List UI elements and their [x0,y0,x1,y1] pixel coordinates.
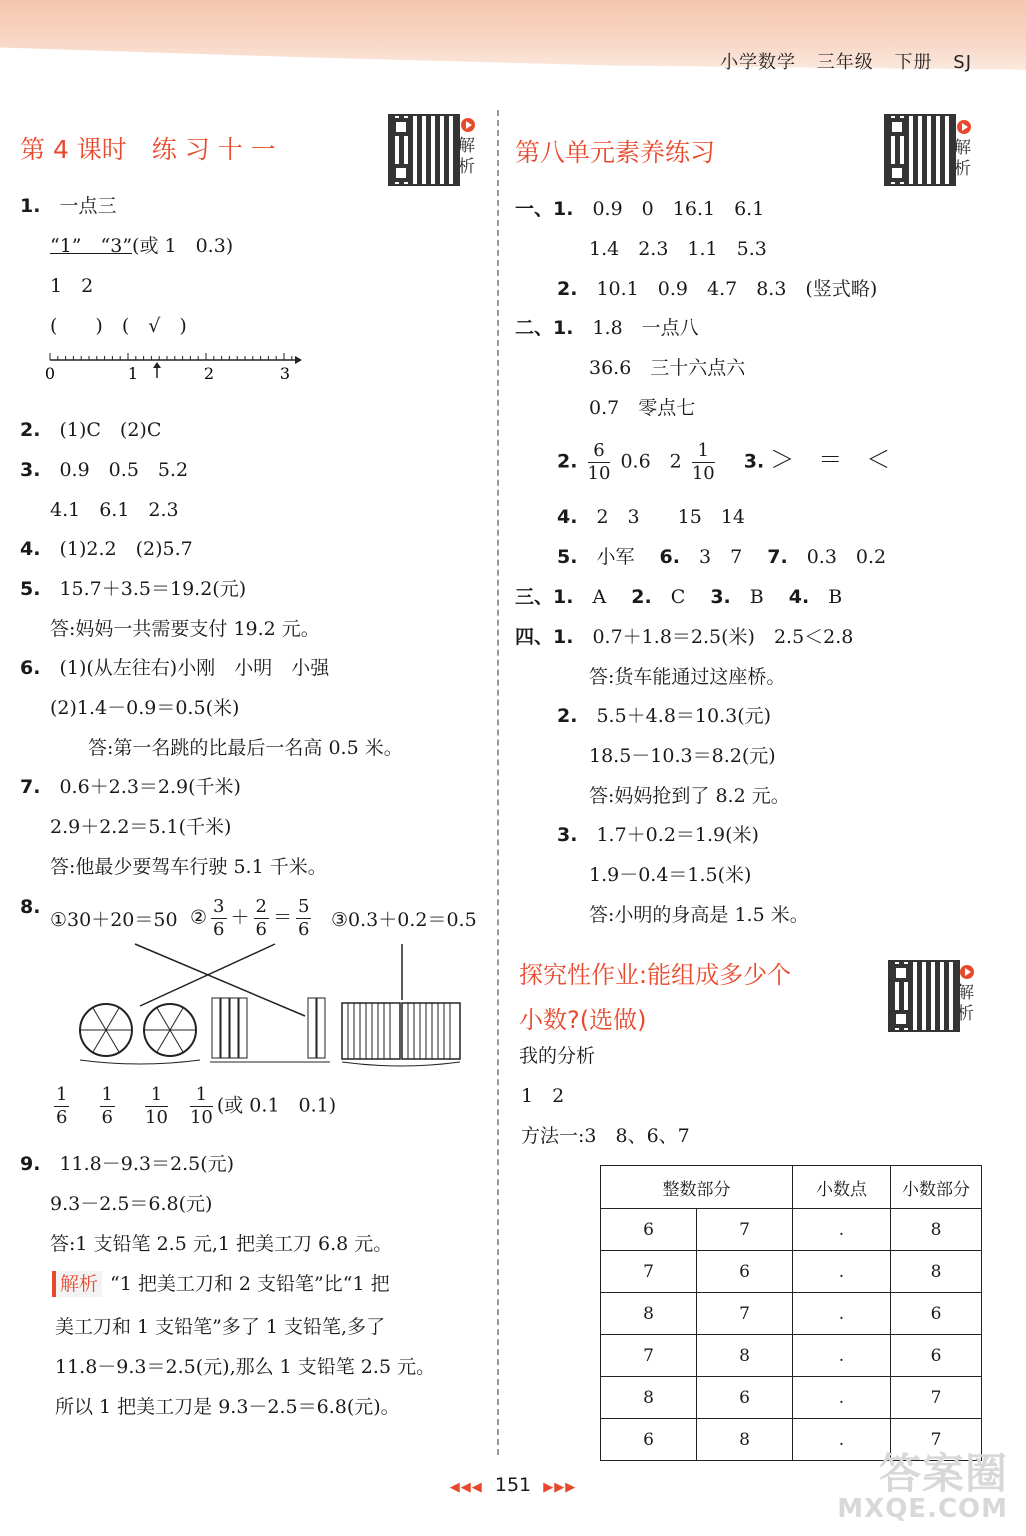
explore-line2: 方法一:3 8、6、7 [521,1125,690,1147]
table-row: 7 6 . 8 [601,1251,982,1293]
qr-label-3: 解析 [957,983,974,1024]
q1-line3: 1 2 [50,275,94,297]
q2-number: 2. [20,419,41,441]
table-row: 8 6 . 7 [601,1377,982,1419]
q1-line2a: “1” “3” [50,235,133,257]
qr-code-icon-3[interactable] [888,960,960,1032]
q4-number: 4. [20,538,41,560]
q8-frac-a: $\frac{3}{6}$ [213,896,225,940]
s3-number4: 4. [788,586,810,608]
s2-mid: 0.6 2 [620,450,682,473]
q6-line1: (1)(从左往右)小刚 小明 小强 [59,657,330,679]
watermark-url: MXQE.COM [837,1494,1008,1524]
s4-line6: 1.7＋0.2＝1.9(米) [596,824,759,846]
q7-line2: 2.9＋2.2＝5.1(千米) [50,816,232,838]
watermark-logo: 答案圈 [878,1449,1008,1498]
s2-line3: 0.7 零点七 [589,397,696,419]
header-volume: 下册 [894,52,933,73]
explore-line1: 1 2 [521,1085,565,1107]
watermark [837,1449,1008,1524]
stick-bundle-b [402,1003,460,1059]
table-header-row [601,1166,982,1209]
q9-line3: 答:1 支铅笔 2.5 元,1 把美工刀 6.8 元。 [50,1233,393,1255]
q3-line2: 4.1 6.1 2.3 [50,499,179,521]
q8-expr3: ③0.3＋0.2＝0.5 [331,909,477,931]
decimal-table [600,1165,982,1461]
qr-label: 解析 [458,136,475,177]
s4-line3: 5.5＋4.8＝10.3(元) [596,705,772,727]
s3-a3: B [749,586,764,608]
my-analysis-label: 我的分析 [519,1045,596,1067]
ans-frac-1: $\frac{1}{6}$ [56,1084,68,1128]
ans-frac-3: $\frac{1}{10}$ [145,1084,168,1128]
s1-line3: 10.1 0.9 4.7 8.3 (竖式略) [596,278,878,300]
stick-bundle-a [342,1003,400,1059]
s4-line1: 0.7＋1.8＝2.5(米) 2.5＜2.8 [592,626,854,648]
qr-label-2: 解析 [954,138,971,179]
q6-number: 6. [20,657,41,679]
s3-number: 三、1. [515,586,574,608]
q2-text: (1)C (2)C [59,419,162,441]
q7-number: 7. [20,776,41,798]
s2-number: 二、1. [515,317,574,339]
q9-line2: 9.3－2.5＝6.8(元) [50,1193,213,1215]
q6-line2: (2)1.4－0.9＝0.5(米) [50,697,240,719]
q8-expr1: ①30＋20＝50 [50,909,178,931]
q8-answers [50,1084,336,1129]
s4-number: 四、1. [515,626,574,648]
header-grade: 三年级 [816,52,874,73]
lesson-title: 第 4 课时 练 习 十 一 [20,135,276,164]
q1-line1: 一点三 [59,195,117,217]
s2-number6: 6. [659,546,680,568]
s4-number2: 2. [557,705,578,727]
q1-number: 1. [20,195,41,217]
header-point: 小数点 [793,1166,891,1209]
table-row: 8 7 . 6 [601,1293,982,1335]
tick-label-0: 0 [44,364,56,383]
s2-number3: 3. [743,450,765,473]
q3-line1: 0.9 0.5 5.2 [59,459,189,481]
play-icon-3 [960,965,974,979]
s3-a2: C [670,586,686,608]
qr-code-icon[interactable] [388,114,460,186]
s2-number5: 5. [557,546,578,568]
q8-frac-c: $\frac{5}{6}$ [297,896,310,940]
next-arrows-icon: ▶▶▶ [543,1480,577,1495]
q3-number: 3. [20,459,41,481]
q9-number: 9. [20,1153,41,1175]
s2-number2: 2. [557,450,578,473]
q8-frac-b: $\frac{2}{6}$ [255,896,267,940]
ans-frac-4: $\frac{1}{10}$ [189,1084,213,1128]
s4-line4: 18.5－10.3＝8.2(元) [589,745,776,767]
s2-line4: 2 3 15 14 [596,506,745,528]
analysis-tag: 解析 [52,1271,102,1297]
analysis-line4: 所以 1 把美工刀是 9.3－2.5＝6.8(元)。 [55,1396,400,1418]
play-icon-2 [957,120,971,134]
s2-frac-2: $\frac{1}{10}$ [691,440,715,484]
s2-number7: 7. [767,546,788,568]
s2-frac-1: $\frac{6}{10}$ [587,440,611,484]
s4-line2: 答:货车能通过这座桥。 [589,666,786,688]
tick-label-2: 2 [203,364,215,383]
circle-fraction-2 [144,1004,196,1056]
q4-text: (1)2.2 (2)5.7 [59,538,193,560]
s1-number: 一、1. [515,198,574,220]
table-row: 6 8 . 7 [601,1419,982,1461]
s2-row2 [557,440,890,485]
q1-line2b: (或 1 0.3) [132,235,234,257]
header-edition: SJ [953,52,972,73]
header-integer: 整数部分 [601,1166,793,1209]
s4-line8: 答:小明的身高是 1.5 米。 [589,904,809,926]
header-decimal: 小数部分 [891,1166,982,1209]
explore-title-2: 小数?(选做) [519,1006,647,1034]
q6-line3: 答:第一名跳的比最后一名高 0.5 米。 [88,737,403,759]
q9-line1: 11.8－9.3＝2.5(元) [59,1153,235,1175]
s4-line7: 1.9－0.4＝1.5(米) [589,864,752,886]
q5-number: 5. [20,578,41,600]
page-number: 151 [494,1474,532,1496]
play-icon [461,118,475,132]
s1-line1: 0.9 0 16.1 6.1 [592,198,765,220]
circle-fraction-1 [80,1004,132,1056]
header-subject: 小学数学 [720,52,797,73]
q8-expr2-prefix: ② [190,906,208,929]
explore-title-1: 探究性作业:能组成多少个 [519,961,792,989]
q7-line1: 0.6＋2.3＝2.9(千米) [59,776,241,798]
s2-line7: 0.3 0.2 [806,546,887,568]
s2-line2: 36.6 三十六点六 [589,357,746,379]
q5-line2: 答:妈妈一共需要支付 19.2 元。 [50,618,320,640]
s4-line5: 答:妈妈抢到了 8.2 元。 [589,785,790,807]
q7-line3: 答:他最少要驾车行驶 5.1 千米。 [50,856,327,878]
column-divider [497,110,499,1455]
s3-number3: 3. [710,586,731,608]
s4-number3: 3. [557,824,578,846]
s3-number2: 2. [631,586,652,608]
s1-number2: 2. [557,278,578,300]
number-line [40,348,310,388]
q8-number: 8. [20,896,41,918]
s2-compare: ＞ ＝ ＜ [770,445,891,474]
q8-expr2: ② $\frac{3}{6}$ ＋ $\frac{2}{6}$ ＝ $\frac{5}{6}$ [190,896,310,940]
s2-line5: 小军 [596,546,635,568]
qr-code-icon-2[interactable] [884,114,956,186]
tick-label-3: 3 [279,364,291,383]
tick-label-1: 1 [127,364,139,383]
analysis-line1: “1 把美工刀和 2 支铅笔”比“1 把 [110,1273,390,1295]
s3-a4: B [828,586,843,608]
counting-rods-a [212,998,247,1058]
s3-a1: A [592,586,607,608]
s2-line1: 1.8 一点八 [592,317,699,339]
prev-arrows-icon: ◀◀◀ [449,1480,483,1495]
unit-title: 第八单元素养练习 [515,138,716,167]
s2-line6: 3 7 [699,546,743,568]
analysis-line3: 11.8－9.3＝2.5(元),那么 1 支铅笔 2.5 元。 [55,1356,436,1378]
table-row: 7 8 . 6 [601,1335,982,1377]
table-row: 6 7 . 8 [601,1209,982,1251]
counting-rods-b [308,998,325,1058]
q8-matching-diagram [70,938,480,1068]
header-info [706,48,972,74]
s1-line2: 1.4 2.3 1.1 5.3 [589,238,767,260]
ans-frac-2: $\frac{1}{6}$ [101,1084,113,1128]
q5-line1: 15.7＋3.5＝19.2(元) [59,578,247,600]
analysis-line2: 美工刀和 1 支铅笔”多了 1 支铅笔,多了 [55,1316,386,1338]
q8-answer-tail: (或 0.1 0.1) [216,1094,337,1117]
s2-number4: 4. [557,506,578,528]
q1-line4: ( ) ( √ ) [50,315,187,337]
